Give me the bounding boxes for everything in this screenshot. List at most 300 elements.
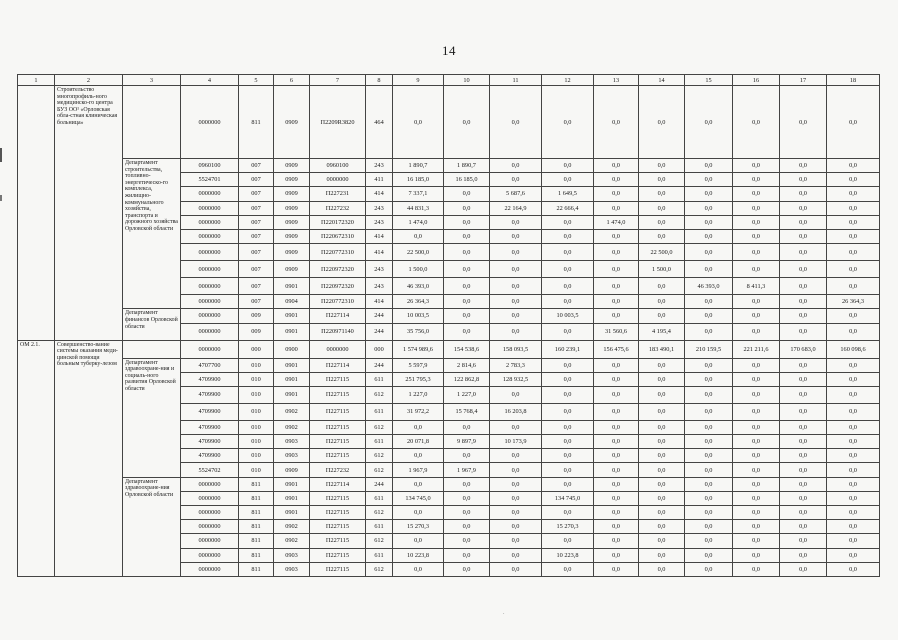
- value-cell: 1 227,0: [393, 386, 444, 403]
- budget-table: [17, 74, 880, 577]
- value-cell: 0,0: [733, 215, 780, 229]
- value-cell: 611: [366, 548, 393, 562]
- value-cell: 0,0: [780, 548, 827, 562]
- value-cell: 1 967,9: [393, 463, 444, 477]
- value-cell: 0,0: [733, 229, 780, 243]
- value-cell: 0,0: [827, 309, 880, 323]
- value-cell: 156 475,6: [594, 340, 639, 358]
- value-cell: 0,0: [685, 323, 733, 340]
- value-cell: 16 185,0: [444, 173, 490, 187]
- value-cell: 0,0: [639, 403, 685, 420]
- value-cell: 0902: [274, 534, 310, 548]
- value-cell: 0,0: [490, 215, 542, 229]
- value-cell: 0,0: [827, 323, 880, 340]
- value-cell: 0,0: [639, 548, 685, 562]
- value-cell: 0000000: [181, 309, 239, 323]
- value-cell: 0,0: [490, 173, 542, 187]
- value-cell: 0,0: [685, 229, 733, 243]
- value-cell: 0,0: [639, 173, 685, 187]
- value-cell: 0,0: [685, 403, 733, 420]
- value-cell: 0,0: [542, 278, 594, 295]
- value-cell: 160 239,1: [542, 340, 594, 358]
- header-cell: 2: [55, 75, 123, 86]
- value-cell: 9 897,9: [444, 435, 490, 449]
- value-cell: 007: [239, 159, 274, 173]
- text-cell: [18, 86, 55, 341]
- value-cell: 0,0: [685, 215, 733, 229]
- value-cell: 0,0: [393, 86, 444, 159]
- value-cell: 0,0: [542, 244, 594, 261]
- value-cell: 4707700: [181, 358, 239, 372]
- value-cell: 0,0: [639, 278, 685, 295]
- value-cell: 1 649,5: [542, 187, 594, 201]
- value-cell: 0000000: [181, 86, 239, 159]
- value-cell: 0000000: [181, 506, 239, 520]
- value-cell: 0,0: [827, 278, 880, 295]
- value-cell: 0903: [274, 449, 310, 463]
- value-cell: 0,0: [780, 534, 827, 548]
- value-cell: 4709900: [181, 435, 239, 449]
- value-cell: 243: [366, 159, 393, 173]
- value-cell: 122 862,8: [444, 372, 490, 386]
- value-cell: 0,0: [444, 261, 490, 278]
- value-cell: 8 411,3: [733, 278, 780, 295]
- value-cell: 158 093,5: [490, 340, 542, 358]
- value-cell: 611: [366, 520, 393, 534]
- value-cell: 5524701: [181, 173, 239, 187]
- value-cell: 0,0: [594, 159, 639, 173]
- value-cell: 10 223,8: [393, 548, 444, 562]
- value-cell: 0,0: [685, 372, 733, 386]
- value-cell: 251 795,3: [393, 372, 444, 386]
- value-cell: П227114: [310, 309, 366, 323]
- value-cell: 10 003,5: [542, 309, 594, 323]
- value-cell: 0,0: [490, 86, 542, 159]
- value-cell: 0,0: [594, 295, 639, 309]
- value-cell: 0,0: [780, 477, 827, 491]
- value-cell: 0909: [274, 261, 310, 278]
- value-cell: 243: [366, 201, 393, 215]
- value-cell: 0,0: [639, 229, 685, 243]
- value-cell: 0,0: [733, 477, 780, 491]
- value-cell: 0,0: [542, 403, 594, 420]
- value-cell: 010: [239, 449, 274, 463]
- value-cell: 0,0: [780, 309, 827, 323]
- scan-dot: .: [503, 610, 505, 616]
- value-cell: 0,0: [393, 506, 444, 520]
- value-cell: П227232: [310, 201, 366, 215]
- value-cell: 0,0: [444, 187, 490, 201]
- value-cell: 0,0: [444, 420, 490, 434]
- value-cell: 0,0: [490, 386, 542, 403]
- value-cell: 0901: [274, 278, 310, 295]
- value-cell: 170 683,0: [780, 340, 827, 358]
- value-cell: 010: [239, 386, 274, 403]
- value-cell: 0,0: [733, 295, 780, 309]
- value-cell: 811: [239, 86, 274, 159]
- value-cell: 0902: [274, 520, 310, 534]
- value-cell: 0901: [274, 491, 310, 505]
- value-cell: 22 500,0: [393, 244, 444, 261]
- value-cell: 414: [366, 187, 393, 201]
- value-cell: 0,0: [444, 309, 490, 323]
- value-cell: 0,0: [685, 201, 733, 215]
- value-cell: 0,0: [780, 372, 827, 386]
- value-cell: 612: [366, 463, 393, 477]
- value-cell: 0,0: [444, 201, 490, 215]
- value-cell: 0901: [274, 323, 310, 340]
- value-cell: 0,0: [393, 449, 444, 463]
- value-cell: 134 745,0: [542, 491, 594, 505]
- value-cell: 0,0: [490, 295, 542, 309]
- value-cell: 0,0: [827, 420, 880, 434]
- table-row: [18, 340, 880, 358]
- value-cell: 0,0: [594, 403, 639, 420]
- value-cell: 244: [366, 358, 393, 372]
- table-row: [18, 159, 880, 173]
- value-cell: 0,0: [827, 159, 880, 173]
- value-cell: 611: [366, 372, 393, 386]
- value-cell: 0,0: [685, 261, 733, 278]
- value-cell: 0,0: [685, 159, 733, 173]
- value-cell: 0,0: [444, 244, 490, 261]
- value-cell: 464: [366, 86, 393, 159]
- value-cell: 0,0: [685, 295, 733, 309]
- value-cell: 0,0: [594, 261, 639, 278]
- value-cell: 0,0: [827, 173, 880, 187]
- value-cell: 0,0: [639, 386, 685, 403]
- value-cell: 0000000: [310, 173, 366, 187]
- value-cell: 010: [239, 372, 274, 386]
- value-cell: 0,0: [490, 491, 542, 505]
- page-number: 14: [442, 43, 456, 58]
- value-cell: 0,0: [639, 309, 685, 323]
- value-cell: 0,0: [594, 562, 639, 576]
- value-cell: 183 490,1: [639, 340, 685, 358]
- value-cell: 0,0: [780, 173, 827, 187]
- value-cell: 0,0: [780, 435, 827, 449]
- value-cell: 4709900: [181, 386, 239, 403]
- value-cell: 0902: [274, 403, 310, 420]
- header-cell: 7: [310, 75, 366, 86]
- value-cell: 0,0: [827, 506, 880, 520]
- value-cell: 007: [239, 215, 274, 229]
- value-cell: 0,0: [639, 463, 685, 477]
- value-cell: 210 159,5: [685, 340, 733, 358]
- value-cell: П220972320: [310, 261, 366, 278]
- value-cell: 010: [239, 463, 274, 477]
- value-cell: 0,0: [780, 463, 827, 477]
- text-cell: Департамент здравоохране-ния и социаль-ного развития Орловской области: [123, 358, 181, 477]
- value-cell: 0,0: [733, 435, 780, 449]
- header-cell: 16: [733, 75, 780, 86]
- value-cell: 243: [366, 261, 393, 278]
- value-cell: 4709900: [181, 449, 239, 463]
- value-cell: 0903: [274, 548, 310, 562]
- value-cell: 0000000: [181, 187, 239, 201]
- value-cell: 0960100: [310, 159, 366, 173]
- text-cell: Департамент здравоохране-ния Орловской области: [123, 477, 181, 576]
- value-cell: П227115: [310, 372, 366, 386]
- value-cell: 0,0: [542, 420, 594, 434]
- value-cell: П227115: [310, 386, 366, 403]
- value-cell: П227115: [310, 534, 366, 548]
- value-cell: 0,0: [827, 435, 880, 449]
- value-cell: 0000000: [181, 229, 239, 243]
- value-cell: 0,0: [393, 534, 444, 548]
- value-cell: 0,0: [594, 173, 639, 187]
- text-cell: Департамент строительства, топливно-энергетическо-го комплекса, жилищно-коммунального хозяйства, транспорта и дорожного хозяйства Орловской области: [123, 159, 181, 309]
- header-cell: 14: [639, 75, 685, 86]
- value-cell: 0,0: [594, 372, 639, 386]
- value-cell: 0909: [274, 229, 310, 243]
- value-cell: 26 364,3: [393, 295, 444, 309]
- header-row: [18, 75, 880, 86]
- value-cell: П227115: [310, 520, 366, 534]
- value-cell: 0,0: [733, 187, 780, 201]
- header-cell: 18: [827, 75, 880, 86]
- value-cell: 0,0: [639, 187, 685, 201]
- value-cell: 0,0: [594, 435, 639, 449]
- value-cell: 0,0: [639, 520, 685, 534]
- value-cell: 0,0: [594, 201, 639, 215]
- value-cell: 0,0: [733, 386, 780, 403]
- value-cell: 0,0: [542, 159, 594, 173]
- value-cell: П227114: [310, 477, 366, 491]
- value-cell: 0,0: [685, 463, 733, 477]
- value-cell: 244: [366, 309, 393, 323]
- value-cell: 0,0: [827, 229, 880, 243]
- value-cell: 46 393,0: [685, 278, 733, 295]
- text-cell: ОМ 2.1.: [18, 340, 55, 576]
- value-cell: 0,0: [594, 309, 639, 323]
- value-cell: 4709900: [181, 420, 239, 434]
- value-cell: 0,0: [639, 372, 685, 386]
- value-cell: 007: [239, 187, 274, 201]
- header-cell: 10: [444, 75, 490, 86]
- value-cell: 811: [239, 548, 274, 562]
- value-cell: 811: [239, 477, 274, 491]
- value-cell: 0,0: [685, 491, 733, 505]
- value-cell: 221 211,6: [733, 340, 780, 358]
- value-cell: 243: [366, 278, 393, 295]
- value-cell: 10 173,9: [490, 435, 542, 449]
- value-cell: 0,0: [594, 449, 639, 463]
- value-cell: 10 003,5: [393, 309, 444, 323]
- value-cell: 0,0: [542, 562, 594, 576]
- value-cell: 0,0: [827, 372, 880, 386]
- value-cell: 128 932,5: [490, 372, 542, 386]
- value-cell: 0900: [274, 340, 310, 358]
- value-cell: 0,0: [542, 506, 594, 520]
- value-cell: 411: [366, 173, 393, 187]
- value-cell: 0,0: [733, 323, 780, 340]
- text-cell: Департамент финансов Орловской области: [123, 309, 181, 340]
- value-cell: 0901: [274, 477, 310, 491]
- value-cell: 0,0: [542, 386, 594, 403]
- table-row: [18, 86, 880, 159]
- value-cell: 0,0: [780, 244, 827, 261]
- value-cell: 0,0: [780, 201, 827, 215]
- value-cell: 44 831,3: [393, 201, 444, 215]
- value-cell: 0,0: [393, 477, 444, 491]
- value-cell: 0904: [274, 295, 310, 309]
- value-cell: 611: [366, 403, 393, 420]
- value-cell: 31 560,6: [594, 323, 639, 340]
- header-cell: 15: [685, 75, 733, 86]
- value-cell: 0,0: [733, 548, 780, 562]
- value-cell: 0909: [274, 86, 310, 159]
- value-cell: 0,0: [733, 86, 780, 159]
- value-cell: 1 890,7: [444, 159, 490, 173]
- value-cell: 0,0: [542, 463, 594, 477]
- value-cell: П227232: [310, 463, 366, 477]
- value-cell: П227115: [310, 548, 366, 562]
- value-cell: 160 098,6: [827, 340, 880, 358]
- value-cell: П227115: [310, 562, 366, 576]
- value-cell: 0,0: [685, 358, 733, 372]
- header-cell: 4: [181, 75, 239, 86]
- value-cell: 154 538,6: [444, 340, 490, 358]
- value-cell: 0,0: [490, 244, 542, 261]
- value-cell: 0,0: [444, 278, 490, 295]
- value-cell: 16 185,0: [393, 173, 444, 187]
- value-cell: 0,0: [733, 173, 780, 187]
- value-cell: 0,0: [733, 562, 780, 576]
- value-cell: 0,0: [490, 477, 542, 491]
- value-cell: 612: [366, 534, 393, 548]
- value-cell: 0,0: [685, 420, 733, 434]
- value-cell: 0,0: [594, 463, 639, 477]
- value-cell: 612: [366, 449, 393, 463]
- value-cell: 0000000: [181, 548, 239, 562]
- value-cell: 22 164,9: [490, 201, 542, 215]
- value-cell: 0,0: [594, 548, 639, 562]
- text-cell: Строительство многопрофиль-ного медицинско-го центра БУЗ ОО¹ «Орловская обла-стная клиническая больница»: [55, 86, 123, 341]
- value-cell: 010: [239, 403, 274, 420]
- value-cell: 0,0: [490, 506, 542, 520]
- value-cell: 0,0: [780, 506, 827, 520]
- value-cell: 0,0: [685, 173, 733, 187]
- value-cell: 611: [366, 491, 393, 505]
- value-cell: 0,0: [827, 187, 880, 201]
- value-cell: 0,0: [490, 278, 542, 295]
- value-cell: 1 474,0: [594, 215, 639, 229]
- value-cell: 612: [366, 562, 393, 576]
- value-cell: 0,0: [639, 477, 685, 491]
- value-cell: 0,0: [733, 463, 780, 477]
- value-cell: 244: [366, 477, 393, 491]
- value-cell: 0,0: [685, 86, 733, 159]
- value-cell: П220971140: [310, 323, 366, 340]
- value-cell: П227115: [310, 435, 366, 449]
- value-cell: 0,0: [780, 520, 827, 534]
- value-cell: 0,0: [542, 323, 594, 340]
- value-cell: 0,0: [780, 403, 827, 420]
- text-cell: [123, 86, 181, 159]
- value-cell: 0901: [274, 309, 310, 323]
- value-cell: 0,0: [733, 358, 780, 372]
- value-cell: 0,0: [827, 403, 880, 420]
- value-cell: 007: [239, 278, 274, 295]
- value-cell: 134 745,0: [393, 491, 444, 505]
- value-cell: 612: [366, 420, 393, 434]
- value-cell: 0,0: [639, 506, 685, 520]
- value-cell: 0,0: [444, 295, 490, 309]
- value-cell: 0,0: [780, 261, 827, 278]
- value-cell: 0,0: [827, 215, 880, 229]
- value-cell: 611: [366, 435, 393, 449]
- value-cell: 0,0: [827, 244, 880, 261]
- value-cell: П220772310: [310, 295, 366, 309]
- value-cell: П220772310: [310, 244, 366, 261]
- value-cell: 009: [239, 309, 274, 323]
- value-cell: 0,0: [542, 372, 594, 386]
- value-cell: 0,0: [827, 358, 880, 372]
- value-cell: 0,0: [733, 403, 780, 420]
- value-cell: 5524702: [181, 463, 239, 477]
- value-cell: 0,0: [780, 562, 827, 576]
- value-cell: П220672310: [310, 229, 366, 243]
- value-cell: 0,0: [733, 261, 780, 278]
- value-cell: 0000000: [181, 215, 239, 229]
- value-cell: 0,0: [780, 449, 827, 463]
- value-cell: 1 500,0: [639, 261, 685, 278]
- value-cell: 0,0: [490, 520, 542, 534]
- value-cell: 0,0: [594, 278, 639, 295]
- value-cell: 0,0: [733, 201, 780, 215]
- value-cell: 0,0: [444, 477, 490, 491]
- value-cell: 0,0: [733, 449, 780, 463]
- value-cell: 0,0: [780, 420, 827, 434]
- value-cell: 0,0: [780, 323, 827, 340]
- value-cell: 0,0: [542, 215, 594, 229]
- table-row: [18, 309, 880, 323]
- value-cell: 0,0: [685, 477, 733, 491]
- value-cell: 0000000: [181, 244, 239, 261]
- value-cell: 0,0: [490, 449, 542, 463]
- value-cell: 0,0: [542, 261, 594, 278]
- value-cell: 811: [239, 491, 274, 505]
- value-cell: 0,0: [733, 534, 780, 548]
- value-cell: 0,0: [639, 534, 685, 548]
- value-cell: 0,0: [490, 261, 542, 278]
- value-cell: 0,0: [490, 229, 542, 243]
- value-cell: 0000000: [181, 562, 239, 576]
- value-cell: П220172320: [310, 215, 366, 229]
- value-cell: 0000000: [310, 340, 366, 358]
- value-cell: 4709900: [181, 372, 239, 386]
- value-cell: 22 666,4: [542, 201, 594, 215]
- value-cell: 0,0: [444, 323, 490, 340]
- value-cell: 0000000: [181, 340, 239, 358]
- value-cell: 0,0: [733, 159, 780, 173]
- value-cell: 0,0: [827, 534, 880, 548]
- value-cell: 0000000: [181, 295, 239, 309]
- value-cell: 0,0: [639, 295, 685, 309]
- value-cell: 0,0: [594, 534, 639, 548]
- value-cell: 0,0: [685, 506, 733, 520]
- value-cell: 811: [239, 506, 274, 520]
- value-cell: 0,0: [444, 506, 490, 520]
- value-cell: 0,0: [685, 386, 733, 403]
- value-cell: 000: [239, 340, 274, 358]
- value-cell: П227115: [310, 420, 366, 434]
- value-cell: 31 972,2: [393, 403, 444, 420]
- value-cell: 7 337,1: [393, 187, 444, 201]
- value-cell: 0,0: [639, 435, 685, 449]
- value-cell: 0909: [274, 173, 310, 187]
